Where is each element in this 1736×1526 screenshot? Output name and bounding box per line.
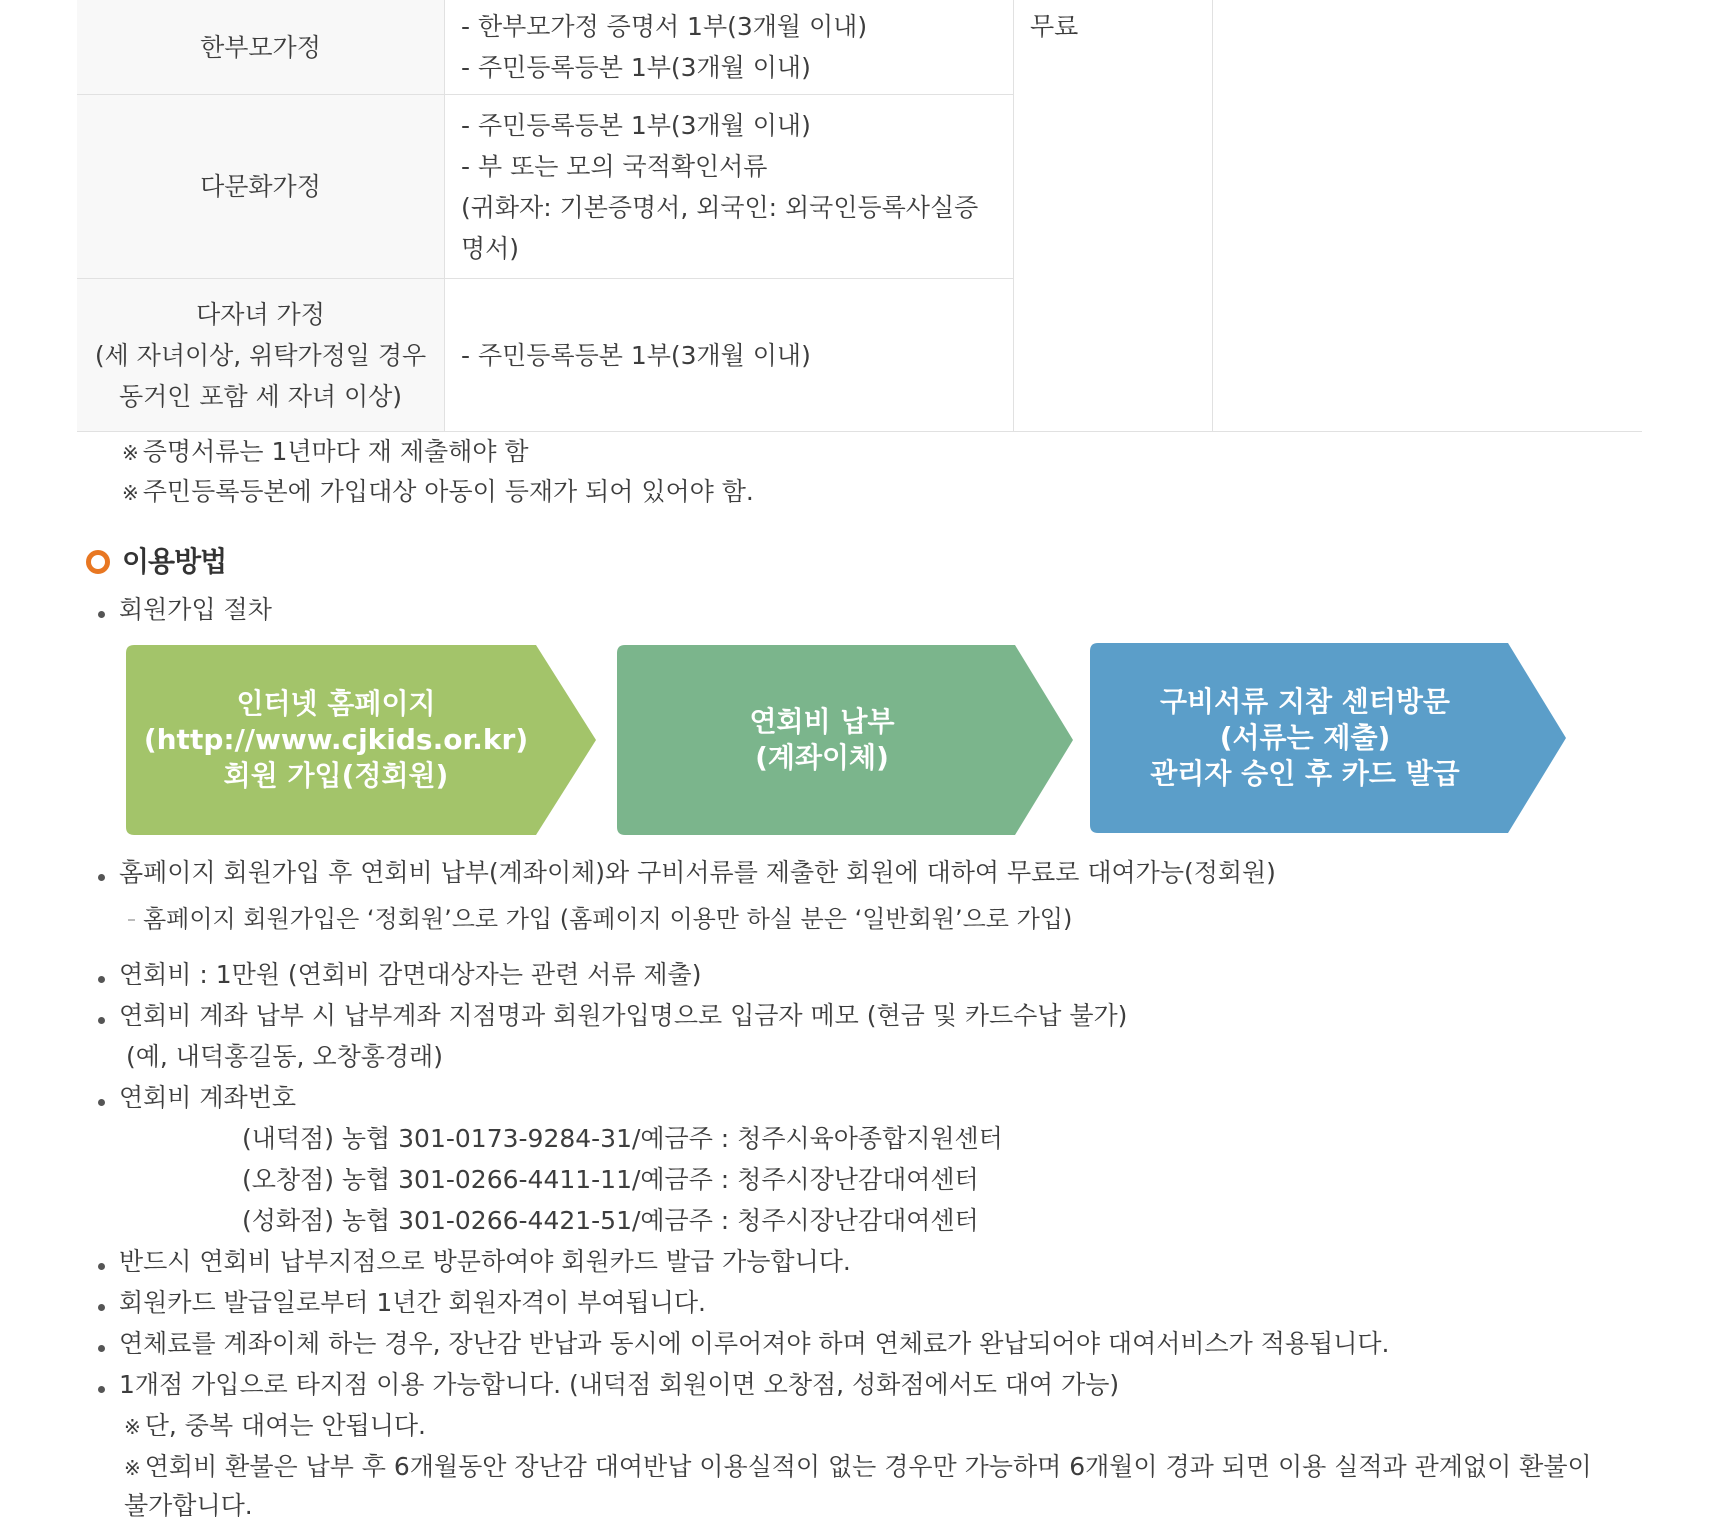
list-item bbox=[98, 1242, 851, 1282]
category-cell bbox=[77, 95, 445, 279]
signup-label: 회원가입 절차 bbox=[119, 595, 272, 624]
fee-cell bbox=[1014, 0, 1213, 432]
category-label: 다자녀 가정 bbox=[196, 299, 325, 329]
step-label bbox=[617, 645, 1027, 835]
info-text: 회원카드 발급일로부터 1년간 회원자격이 부여됩니다. bbox=[119, 1288, 706, 1317]
bullet-dot-icon bbox=[98, 1263, 105, 1270]
note-mark: ※ bbox=[124, 1456, 141, 1480]
note bbox=[122, 472, 754, 513]
note bbox=[124, 1447, 1592, 1488]
note bbox=[124, 1406, 426, 1447]
note bbox=[122, 432, 529, 473]
list-item bbox=[98, 1365, 1119, 1405]
step-line: 연회비 납부 bbox=[749, 705, 895, 738]
list-item bbox=[98, 955, 701, 995]
document-line: (귀화자: 기본증명서, 외국인: 외국인등록사실증 bbox=[461, 192, 979, 222]
note-mark: ※ bbox=[122, 441, 139, 465]
dash-icon bbox=[128, 919, 135, 921]
info-text: 홈페이지 회원가입 후 연회비 납부(계좌이체)와 구비서류를 제출한 회원에 대하여 무료로 대여가능(정회원) bbox=[119, 858, 1276, 887]
bullet-dot-icon bbox=[98, 1304, 105, 1311]
note-text: 주민등록등본에 가입대상 아동이 등재가 되어 있어야 함. bbox=[142, 477, 754, 506]
category-label: 다문화가정 bbox=[200, 172, 321, 201]
documents-cell bbox=[445, 95, 1014, 279]
step-line: (http://www.cjkids.or.kr) bbox=[143, 723, 529, 756]
list-item bbox=[98, 1283, 706, 1323]
step-line: 인터넷 홈페이지 bbox=[236, 687, 436, 720]
bullet-dot-icon bbox=[98, 1017, 105, 1024]
category-cell bbox=[77, 0, 445, 95]
info-text: 연체료를 계좌이체 하는 경우, 장난감 반납과 동시에 이루어져야 하며 연체료가 완납되어야 대여서비스가 적용됩니다. bbox=[119, 1329, 1390, 1358]
document-line: - 부 또는 모의 국적확인서류 bbox=[461, 151, 768, 181]
bullet-dot-icon bbox=[98, 976, 105, 983]
note-mark: ※ bbox=[122, 481, 139, 505]
category-label: 동거인 포함 세 자녀 이상) bbox=[118, 381, 403, 411]
table-row bbox=[77, 0, 1642, 95]
section-title: 이용방법 bbox=[122, 545, 227, 578]
info-text: 1개점 가입으로 타지점 이용 가능합니다. (내덕점 회원이면 오창점, 성화점에서도 대여 가능) bbox=[119, 1370, 1120, 1399]
document-line: - 주민등록등본 1부(3개월 이내) bbox=[461, 53, 811, 82]
account-line: (오창점) 농협 301-0266-4411-11/예금주 : 청주시장난감대여센터 bbox=[242, 1165, 979, 1194]
process-step-1 bbox=[126, 645, 596, 835]
process-step-3 bbox=[1090, 643, 1566, 834]
process-step-2 bbox=[617, 645, 1073, 835]
note-text: 단, 중복 대여는 안됩니다. bbox=[144, 1411, 427, 1440]
step-line: 관리자 승인 후 카드 발급 bbox=[1150, 757, 1460, 790]
circle-bullet-icon bbox=[86, 550, 110, 574]
list-item bbox=[98, 590, 272, 630]
step-line: 구비서류 지참 센터방문 bbox=[1160, 685, 1450, 718]
account-line: (성화점) 농협 301-0266-4421-51/예금주 : 청주시장난감대여센터 bbox=[242, 1206, 979, 1235]
documents-cell bbox=[445, 0, 1014, 95]
info-text: 연회비 : 1만원 (연회비 감면대상자는 관련 서류 제출) bbox=[119, 960, 702, 989]
category-label: 한부모가정 bbox=[200, 32, 321, 62]
step-line: (계좌이체) bbox=[755, 741, 889, 774]
step-label bbox=[126, 645, 546, 835]
note-text: 연회비 환불은 납부 후 6개월동안 장난감 대여반납 이용실적이 없는 경우만 가능하며 6개월이 경과 되면 이용 실적과 관계없이 환불이 bbox=[144, 1452, 1592, 1481]
bullet-dot-icon bbox=[98, 611, 105, 618]
bullet-dot-icon bbox=[98, 1345, 105, 1352]
step-label bbox=[1090, 643, 1520, 833]
list-item bbox=[98, 853, 1276, 893]
document-line: - 주민등록등본 1부(3개월 이내) bbox=[461, 340, 811, 370]
info-text: 연회비 계좌 납부 시 납부계좌 지점명과 회원가입명으로 입금자 메모 (현금 및 카드수납 불가) bbox=[119, 1001, 1128, 1030]
empty-cell bbox=[1213, 0, 1643, 432]
sub-note bbox=[128, 899, 1072, 939]
bullet-dot-icon bbox=[98, 1386, 105, 1393]
category-cell bbox=[77, 279, 445, 432]
list-item bbox=[98, 1078, 296, 1118]
section-heading bbox=[86, 538, 226, 582]
documents-cell bbox=[445, 279, 1014, 432]
bullet-dot-icon bbox=[98, 874, 105, 881]
continuation-text: 불가합니다. bbox=[124, 1491, 253, 1520]
list-item bbox=[98, 996, 1127, 1036]
step-line: (서류는 제출) bbox=[1219, 721, 1391, 754]
sub-note-text: 홈페이지 회원가입은 ‘정회원’으로 가입 (홈페이지 이용만 하실 분은 ‘일반회원’으로 가입) bbox=[143, 905, 1073, 933]
step-line: 회원 가입(정회원) bbox=[223, 759, 449, 792]
account-line: (내덕점) 농협 301-0173-9284-31/예금주 : 청주시육아종합지원센터 bbox=[242, 1124, 1003, 1153]
info-text: 반드시 연회비 납부지점으로 방문하여야 회원카드 발급 가능합니다. bbox=[119, 1247, 851, 1276]
eligibility-table bbox=[77, 0, 1642, 432]
list-item bbox=[98, 1324, 1389, 1364]
category-label: (세 자녀이상, 위탁가정일 경우 bbox=[94, 340, 427, 370]
fee-label: 무료 bbox=[1030, 12, 1079, 41]
continuation-text: (예, 내덕홍길동, 오창홍경래) bbox=[126, 1042, 443, 1071]
info-text: 연회비 계좌번호 bbox=[119, 1083, 296, 1112]
document-line: - 주민등록등본 1부(3개월 이내) bbox=[461, 110, 811, 140]
document-line: - 한부모가정 증명서 1부(3개월 이내) bbox=[461, 12, 868, 41]
bullet-dot-icon bbox=[98, 1099, 105, 1106]
note-mark: ※ bbox=[124, 1415, 141, 1439]
note-text: 증명서류는 1년마다 재 제출해야 함 bbox=[142, 437, 529, 466]
document-line: 명서) bbox=[461, 233, 520, 263]
